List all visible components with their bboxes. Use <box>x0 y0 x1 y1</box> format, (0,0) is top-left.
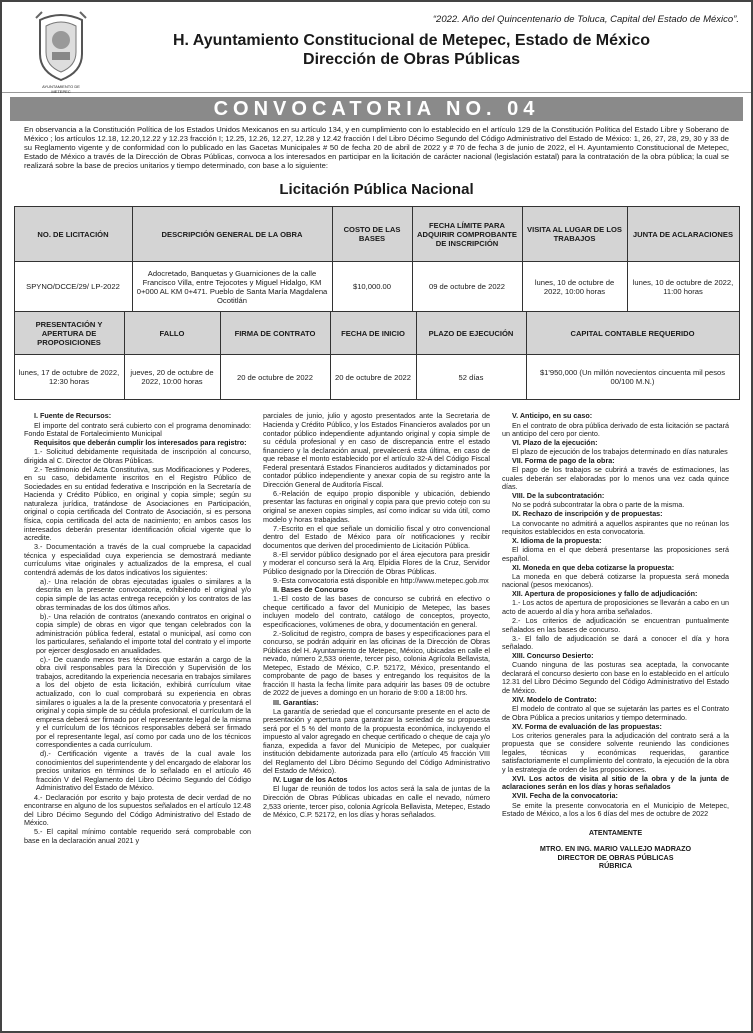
paragraph: En el contrato de obra pública derivado de esta licitación se pactará un anticipo del cero por ciento. <box>502 420 729 439</box>
signatory-name: MTRO. EN ING. MARIO VALLEJO MADRAZO <box>539 844 692 854</box>
paragraph: Requisitos que deberán cumplir los interesados para registro: <box>34 438 247 448</box>
table-header-cell: DESCRIPCIÓN GENERAL DE LA OBRA <box>132 207 332 262</box>
paragraph: XII. Apertura de proposiciones y fallo de adjudicación: <box>512 589 698 599</box>
paragraph: III. Garantías: <box>273 697 319 707</box>
paragraph: X. Idioma de la propuesta: <box>512 536 602 546</box>
table-cell: 52 días <box>416 355 526 400</box>
licitacion-title: Licitación Pública Nacional <box>279 181 474 199</box>
table-header-cell: FECHA DE INICIO <box>330 312 416 355</box>
paragraph: XI. Moneda en que deba cotizarse la propuesta: <box>512 562 675 572</box>
table-header-cell: FALLO <box>124 312 220 355</box>
paragraph: VIII. De la subcontratación: <box>512 491 605 501</box>
column-3-paragraphs <box>502 412 729 818</box>
signatory-role: DIRECTOR DE OBRAS PÚBLICAS <box>557 852 674 862</box>
paragraph: No se podrá subcontratar la obra o parte de la misma. <box>512 500 685 510</box>
table-cell: 20 de octubre de 2022 <box>220 355 330 400</box>
convocatoria-banner: CONVOCATORIA NO. 04 <box>10 97 743 121</box>
table-cell: $1'950,000 (Un millón novecientos cincuenta mil pesos 00/100 M.N.) <box>526 355 739 400</box>
table-header-row <box>14 207 739 262</box>
paragraph: d).- Certificación vigente a través de la cual avale los conocimientos del superintendente y del encargado de elaborar los precios unitarios en términos de lo señalado en el artículo 46 fracción V del Reglamento del Libro Décimo Segundo del Código Administrativo del Estado de México. <box>36 749 251 793</box>
body-columns <box>24 412 729 870</box>
table-header-cell: NO. DE LICITACIÓN <box>14 207 132 262</box>
paragraph: VII. Forma de pago de la obra: <box>512 456 615 466</box>
header <box>2 2 751 93</box>
paragraph: La garantía de seriedad que el concursante presente en el acto de presentación y apertura para garantizar la seriedad de su propuesta será por el 5 % del monto de la propuesta económica, incluyendo el impuesto al valor agregado en cheque certificado o cheque de caja y/o fianza, expedida a favor del Municipio de Metepec, por cualquier institución debidamente autorizada para ello (artículo 45 fracción VIII del Reglamento del Libro Décimo Segundo del Código Administrativo del Estado de México). <box>263 706 490 776</box>
licitacion-table <box>14 206 740 312</box>
paragraph: IX. Rechazo de inscripción y de propuestas: <box>512 509 663 519</box>
table-header-cell: PRESENTACIÓN Y APERTURA DE PROPOSICIONES <box>14 312 124 355</box>
rubrica-text: RÚBRICA <box>598 861 633 871</box>
paragraph: Cuando ninguna de las posturas sea aceptada, la convocante declarará el concurso desierto con base en lo establecido en el artículo 12.31 del Libro Décimo Segundo del Código Administrativo del Estado de México. <box>502 660 729 695</box>
table-header-cell: FIRMA DE CONTRATO <box>220 312 330 355</box>
paragraph: 1.- Los actos de apertura de proposiciones se llevarán a cabo en un acto de acuerdo al día y hora arriba señalados. <box>502 598 729 616</box>
paragraph: XIII. Concurso Desierto: <box>512 651 594 661</box>
column-3 <box>502 412 729 870</box>
column-1 <box>24 412 251 870</box>
table-cell: 09 de octubre de 2022 <box>412 262 522 312</box>
table-header-cell: JUNTA DE ACLARACIONES <box>627 207 739 262</box>
paragraph: II. Bases de Concurso <box>273 584 349 594</box>
paragraph: 3.- Documentación a través de la cual compruebe la capacidad técnica y especialidad cuya experiencia se demostrará mediante currículums vitae originales y actualizados de la empresa, el cual contendrá además de los datos indicativos los siguientes: <box>24 542 251 577</box>
paragraph: 2.- Los criterios de adjudicación se encuentran puntualmente señalados en las bases de concurso. <box>502 616 729 634</box>
closing-text: ATENTAMENTE <box>588 827 643 837</box>
paragraph: c).- De cuando menos tres técnicos que estarán a cargo de la obra civil responsables para la Dirección y Supervisión de los trabajos, acreditando la experiencia necesaria en trabajos similares a los del objeto de esta licitación, exhibirá currículum vitae actualizado, con lo cual comprobará su experiencia en obras similares o iguales a la de la presente convocatoria y presentará el original y copia simple de su cédula profesional. el currículum de la empresa deberá ser firmado por el representante legal de la misma y el currículum de los técnicos responsables deberá ser firmado por el representante legal, así como por cada uno de los técnicos correspondientes a cada currículum. <box>36 654 251 750</box>
table-cell: $10,000.00 <box>332 262 412 312</box>
paragraph: 6.-Relación de equipo propio disponible y ubicación, debiendo presentar las facturas en original y copia para que previo cotejo con su original se anexen copias simples, así como indicar su vida útil, como modelo y horas trabajadas. <box>263 488 490 524</box>
paragraph: 5.- El capital mínimo contable requerido será comprobable con base en la declaración anual 2021 y <box>24 827 251 845</box>
column-2 <box>263 412 490 870</box>
paragraph: b).- Una relación de contratos (anexando contratos en original o copia simple) de obras en vigor que tengan celebrados con la administración pública federal, estatal o municipal, así como con los particulares, señalando el importe total del contrato y el importe por ejercer desglosado en anualidades. <box>36 611 251 655</box>
paragraph: Se emite la presente convocatoria en el Municipio de Metepec, Estado de México, a los a los 6 días del mes de octubre de 2022 <box>502 800 729 819</box>
page-title: H. Ayuntamiento Constitucional de Metepec, Estado de México <box>172 32 651 49</box>
paragraph: El modelo de contrato al que se sujetarán las partes es el Contrato de Obra Pública a precios unitarios y tiempo determinado. <box>502 704 729 722</box>
table-cell: lunes, 17 de octubre de 2022, 12:30 horas <box>14 355 124 400</box>
paragraph: VI. Plazo de la ejecución: <box>512 438 598 448</box>
paragraph: El lugar de reunión de todos los actos será la sala de juntas de la Dirección de Obras Públicas ubicadas en calle el nevado, número 2,533 oriente, tercer piso, colonia Agrícola Bellavista, Metepec, Estado de México, C.P. 52172, en los días y horas señalados. <box>263 784 490 820</box>
paragraph: a).- Una relación de obras ejecutadas iguales o similares a la descrita en la presente convocatoria, exhibiendo el original y/o copia simple de las actas entrega recepción y los contratos de las obras terminadas de los dos últimos años. <box>36 576 251 612</box>
paragraph: 7.-Escrito en el que señale un domicilio fiscal y otro convencional dentro del Estado de México para oír notificaciones y recibir documentos que deriven del procedimiento de Licitación Pública. <box>263 523 490 550</box>
paragraph: 8.-El servidor público designado por el área ejecutora para presidir y moderar el concurso será la Arq. Elpidia Flores de la Cruz, Servidor Público designado por la Dirección de Obras Públicas. <box>263 549 490 576</box>
seal-caption: AYUNTAMIENTO DE METEPEC <box>42 84 80 94</box>
schedule-table <box>14 311 740 400</box>
table-header-cell: CAPITAL CONTABLE REQUERIDO <box>526 312 739 355</box>
paragraph: 1.- Solicitud debidamente requisitada de inscripción al concurso, dirigida al C. Director de Obras Públicas. <box>24 447 251 465</box>
paragraph: 4.- Declaración por escrito y bajo protesta de decir verdad de no encontrarse en alguno de los supuestos señalados en el artículo 12.48 del Libro Décimo Segundo del Código Administrativo del Estado de México. <box>24 792 251 828</box>
paragraph: La convocante no admitirá a aquellos aspirantes que no reúnan los requisitos establecidos en esta convocatoria. <box>502 518 729 537</box>
paragraph: XIV. Modelo de Contrato: <box>512 694 597 704</box>
paragraph: El importe del contrato será cubierto con el programa denominado: Fondo Estatal de Fortalecimiento Municipal <box>24 420 251 439</box>
paragraph: 3.- El fallo de adjudicación se dará a conocer el día y hora señalado. <box>502 633 729 652</box>
page-subtitle: Dirección de Obras Públicas <box>303 51 520 68</box>
paragraph: 9.-Esta convocatoria está disponible en http://www.metepec.gob.mx <box>273 575 489 585</box>
motto: “2022. Año del Quincentenario de Toluca, Capital del Estado de México”. <box>432 14 739 25</box>
table-header-row <box>14 312 739 355</box>
paragraph: 2.- Testimonio del Acta Constitutiva, sus Modificaciones y Poderes, en su caso, debidamente inscritos en el Registro Público de Sociedades en su entidad federativa e Inscripción en la Secretaría de Hacienda y Crédito Público, en original y copia simple; según su naturaleza jurídica, tratándose de Asociaciones en Participación, original o copia certificada del Contrato de Asociación, si es persona física, copia certificada del acta de nacimiento; en ambos casos los interesados deberán presentar identificación oficial vigente que lo acredite. <box>24 464 251 543</box>
table-cell: SPYNO/DCCE/29/ LP-2022 <box>14 262 132 312</box>
table-header-cell: VISITA AL LUGAR DE LOS TRABAJOS <box>522 207 627 262</box>
table-cell: lunes, 10 de octubre de 2022, 10:00 horas <box>522 262 627 312</box>
paragraph: IV. Lugar de los Actos <box>273 775 348 785</box>
seal-icon <box>32 10 90 82</box>
table-cell: lunes, 10 de octubre de 2022, 11:00 horas <box>627 262 739 312</box>
table-cell: Adocretado, Banquetas y Guarniciones de la calle Francisco Villa, entre Tejocotes y Miguel Hidalgo, KM 0+000 AL KM 0+471. Pueblo de Santa María Magdalena Ocotitlán <box>132 262 332 312</box>
table-header-cell: FECHA LÍMITE PARA ADQUIRIR COMPROBANTE DE INSCRIPCIÓN <box>412 207 522 262</box>
table-row <box>14 262 739 312</box>
intro-paragraph: En observancia a la Constitución Política de los Estados Unidos Mexicanos en su artículo 134, y en cumplimiento con lo establecido en el artículo 129 de la Constitución Política del Estado Libre y Soberano de México ; los artículos 12.18, 12.20,12.22 y 12.23 fracción I; 12.25, 12.26, 12.27, 12.28 y 12.42 fracción I del Libro Décimo Segundo del Código Administrativo del Estado de México: 1, 26, 27, 28, 29, 30 y 33 de su Reglamento vigente y de conformidad con lo publicado en las Gacetas Municipales # 50 de fecha 20 de abril de 2022 y # 70 de fecha 3 de junio de 2022, el H. Ayuntamiento Constitucional de Metepec, Estado de México a través de la Dirección de Obras Públicas, convoca a los interesados en participar en la licitación de carácter nacional (legislación estatal) para la contratación de la obra pública; la cual se realizará sobre la base de precios unitarios y tiempo determinado, con base a lo siguiente: <box>24 125 729 171</box>
paragraph: XV. Forma de evaluación de las propuestas: <box>512 721 662 731</box>
paragraph: El idioma en el que deberá presentarse las proposiciones será español. <box>502 545 729 563</box>
table-header-cell: COSTO DE LAS BASES <box>332 207 412 262</box>
paragraph: parciales de junio, julio y agosto presentados ante la Secretaria de Hacienda y Crédito Público, y los Estados Financieros avalados por un contador público independiente adjuntando original y copia simple de su cédula profesional y en caso de discrepancia entre el estado financiero y la declaración anual, prevalecerá esta última, en caso de que rebase el monto establecido por el artículo 32-A del Código Fiscal Federal presentará Estados Financieros auditados y dictaminados por contador público independiente y anexar copia de su registro ante la Dirección General de Auditoría Fiscal. <box>263 411 490 489</box>
municipal-seal <box>32 10 90 94</box>
table-row <box>14 355 739 400</box>
table-cell: 20 de octubre de 2022 <box>330 355 416 400</box>
paragraph: I. Fuente de Recursos: <box>34 411 112 421</box>
paragraph: El plazo de ejecución de los trabajos determinado en días naturales <box>512 447 728 457</box>
paragraph: Los criterios generales para la adjudicación del contrato será a la propuesta que se considere solvente reuniendo las condiciones legales, técnicas y económicas requeridas, garantice satisfactoriamente el cumplimiento del contrato, la ejecución de la obra y la estrategia de orden de las proposiciones. <box>502 730 729 774</box>
paragraph: V. Anticipo, en su caso: <box>512 411 593 421</box>
paragraph: El pago de los trabajos se cubrirá a través de estimaciones, las cuales deberán ser elaboradas por lo menos una vez cada quince días. <box>502 465 729 492</box>
paragraph: XVII. Fecha de la convocatoria: <box>512 791 618 801</box>
table-cell: jueves, 20 de octubre de 2022, 10:00 horas <box>124 355 220 400</box>
paragraph: 1.-El costo de las bases de concurso se cubrirá en efectivo o cheque certificado a favor del Municipio de Metepec, las bases incluyen modelo del contrato, catálogo de conceptos, proyecto, especificaciones, volúmenes de obra, y documentación en general. <box>263 593 490 629</box>
paragraph: La moneda en que deberá cotizarse la propuesta será moneda nacional (pesos mexicanos). <box>502 571 729 590</box>
table-header-cell: PLAZO DE EJECUCIÓN <box>416 312 526 355</box>
paragraph: 2.-Solicitud de registro, compra de bases y especificaciones para el concurso, se podrán adquirir en las oficinas de la Dirección de Obras Públicas del H. Ayuntamiento de Metepec, México, ubicadas en calle el nevado, número 2,533 oriente, tercer piso, colonia Agrícola Bellavista, Metepec, Estado de México, C.P. 52172, México, presentando el comprobante de pago de bases y entregando los requisitos de la fracción II hasta la fecha límite para adquirir las bases 09 de octubre de 2022 de jueves a domingo en un horario de 9:00 a 18:00 hrs. <box>263 628 490 698</box>
paragraph: XVI. Los actos de visita al sitio de la obra y de la junta de aclaraciones serán en los días y horas señalados <box>502 773 729 792</box>
